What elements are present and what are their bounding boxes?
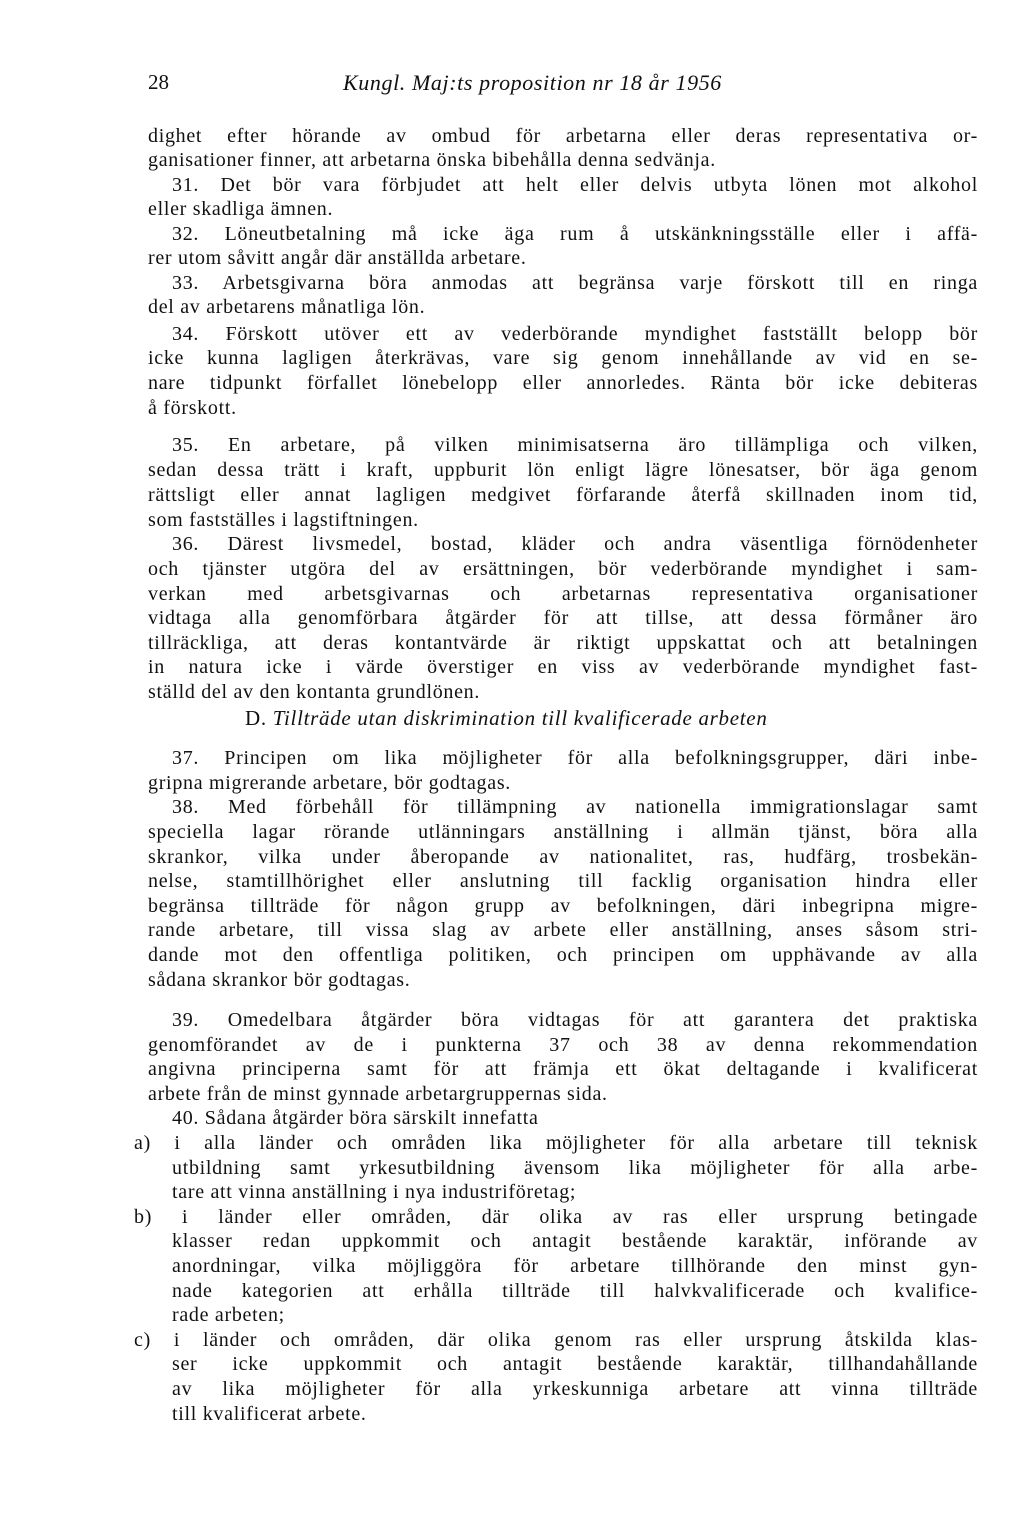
text-line: rättsligt eller annat lagligen medgivet förfarande återfå skillnaden inom tid, [148,484,978,506]
section-letter: D. [245,706,267,730]
text-line: 35. En arbetare, på vilken minimisatserna äro tillämpliga och vilken, [172,434,978,456]
page-number: 28 [148,70,169,94]
text-line: eller skadliga ämnen. [148,198,334,220]
text-line: nare tidpunkt förfallet lönebelopp eller annorledes. Ränta bör icke debiteras [148,372,978,394]
text-line: 39. Omedelbara åtgärder böra vidtagas för att garantera det praktiska [172,1009,978,1031]
text-line: dighet efter hörande av ombud för arbetarna eller deras representativa or- [148,125,978,147]
text-line: verkan med arbetsgivarnas och arbetarnas representativa organisationer [148,583,978,605]
text-line: ställd del av den kontanta grundlönen. [148,681,481,703]
section-title: Tillträde utan diskrimination till kvalificerade arbeten [272,706,768,730]
text-line: begränsa tillträde för någon grupp av befolkningen, däri inbegripna migre- [148,895,978,917]
page-header [148,70,808,100]
text-line: som fastställes i lagstiftningen. [148,509,419,531]
section-heading [245,706,768,731]
text-line: 40. Sådana åtgärder böra särskilt innefatta [172,1107,539,1129]
text-line: ser icke uppkommit och antagit bestående karaktär, tillhandahållande [172,1353,978,1375]
text-line: tillräckliga, att deras kontantvärde är riktigt uppskattat och att betalningen [148,632,978,654]
text-line: nelse, stamtillhörighet eller anslutning till facklig organisation hindra eller [148,870,978,892]
text-line: skrankor, vilka under åberopande av nationalitet, ras, hudfärg, trosbekän- [148,846,978,868]
text-line: och tjänster utgöra del av ersättningen, bör vederbörande myndighet i sam- [148,558,978,580]
text-line: å förskott. [148,397,237,419]
text-line: arbete från de minst gynnade arbetargruppernas sida. [148,1083,608,1105]
text-line: c) i länder och områden, där olika genom ras eller ursprung åtskilda klas- [134,1329,978,1351]
text-line: utbildning samt yrkesutbildning ävensom lika möjligheter för alla arbe- [172,1157,978,1179]
text-line: icke kunna lagligen återkrävas, vare sig genom innehållande av vid en se- [148,347,978,369]
text-line: speciella lagar rörande utlänningars anställning i allmän tjänst, böra alla [148,821,978,843]
text-line: 33. Arbetsgivarna böra anmodas att begränsa varje förskott till en ringa [172,272,978,294]
text-line: 38. Med förbehåll för tillämpning av nationella immigrationslagar samt [172,796,978,818]
text-line: b) i länder eller områden, där olika av ras eller ursprung betingade [134,1206,978,1228]
text-line: sådana skrankor bör godtagas. [148,969,411,991]
text-line: rade arbeten; [172,1304,285,1326]
text-line: angivna principerna samt för att främja ett ökat deltagande i kvalificerat [148,1058,978,1080]
text-line: a) i alla länder och områden lika möjligheter för alla arbetare till teknisk [134,1132,978,1154]
running-head: Kungl. Maj:ts proposition nr 18 år 1956 [343,70,722,95]
text-line: 36. Därest livsmedel, bostad, kläder och andra väsentliga förnödenheter [172,533,978,555]
text-line: dande mot den offentliga politiken, och principen om upphävande av alla [148,944,978,966]
text-line: till kvalificerat arbete. [172,1403,367,1425]
text-line: anordningar, vilka möjliggöra för arbetare tillhörande den minst gyn- [172,1255,978,1277]
text-line: 31. Det bör vara förbjudet att helt eller delvis utbyta lönen mot alkohol [172,174,978,196]
text-line: 32. Löneutbetalning må icke äga rum å utskänkningsställe eller i affä- [172,223,978,245]
text-line: av lika möjligheter för alla yrkeskunniga arbetare att vinna tillträde [172,1378,978,1400]
text-line: 34. Förskott utöver ett av vederbörande myndighet fastställt belopp bör [172,323,978,345]
text-line: klasser redan uppkommit och antagit bestående karaktär, införande av [172,1230,978,1252]
text-line: vidtaga alla genomförbara åtgärder för att tillse, att dessa förmåner äro [148,607,978,629]
text-line: ganisationer finner, att arbetarna önska bibehålla denna sedvänja. [148,149,716,171]
text-line: rande arbetare, till vissa slag av arbete eller anställning, anses såsom stri- [148,919,978,941]
text-line: tare att vinna anställning i nya industriföretag; [172,1181,577,1203]
text-line: 37. Principen om lika möjligheter för alla befolkningsgrupper, däri inbe- [172,747,978,769]
text-line: in natura icke i värde överstiger en viss av vederbörande myndighet fast- [148,656,978,678]
text-line: genomförandet av de i punkterna 37 och 38 av denna rekommendation [148,1034,978,1056]
text-line: del av arbetarens månatliga lön. [148,296,426,318]
text-line: gripna migrerande arbetare, bör godtagas. [148,772,511,794]
text-line: sedan dessa trätt i kraft, uppburit lön enligt lägre lönesatser, bör äga genom [148,459,978,481]
text-line: rer utom såvitt angår där anställda arbetare. [148,247,527,269]
text-line: nade kategorien att erhålla tillträde till halvkvalificerade och kvalifice- [172,1280,978,1302]
